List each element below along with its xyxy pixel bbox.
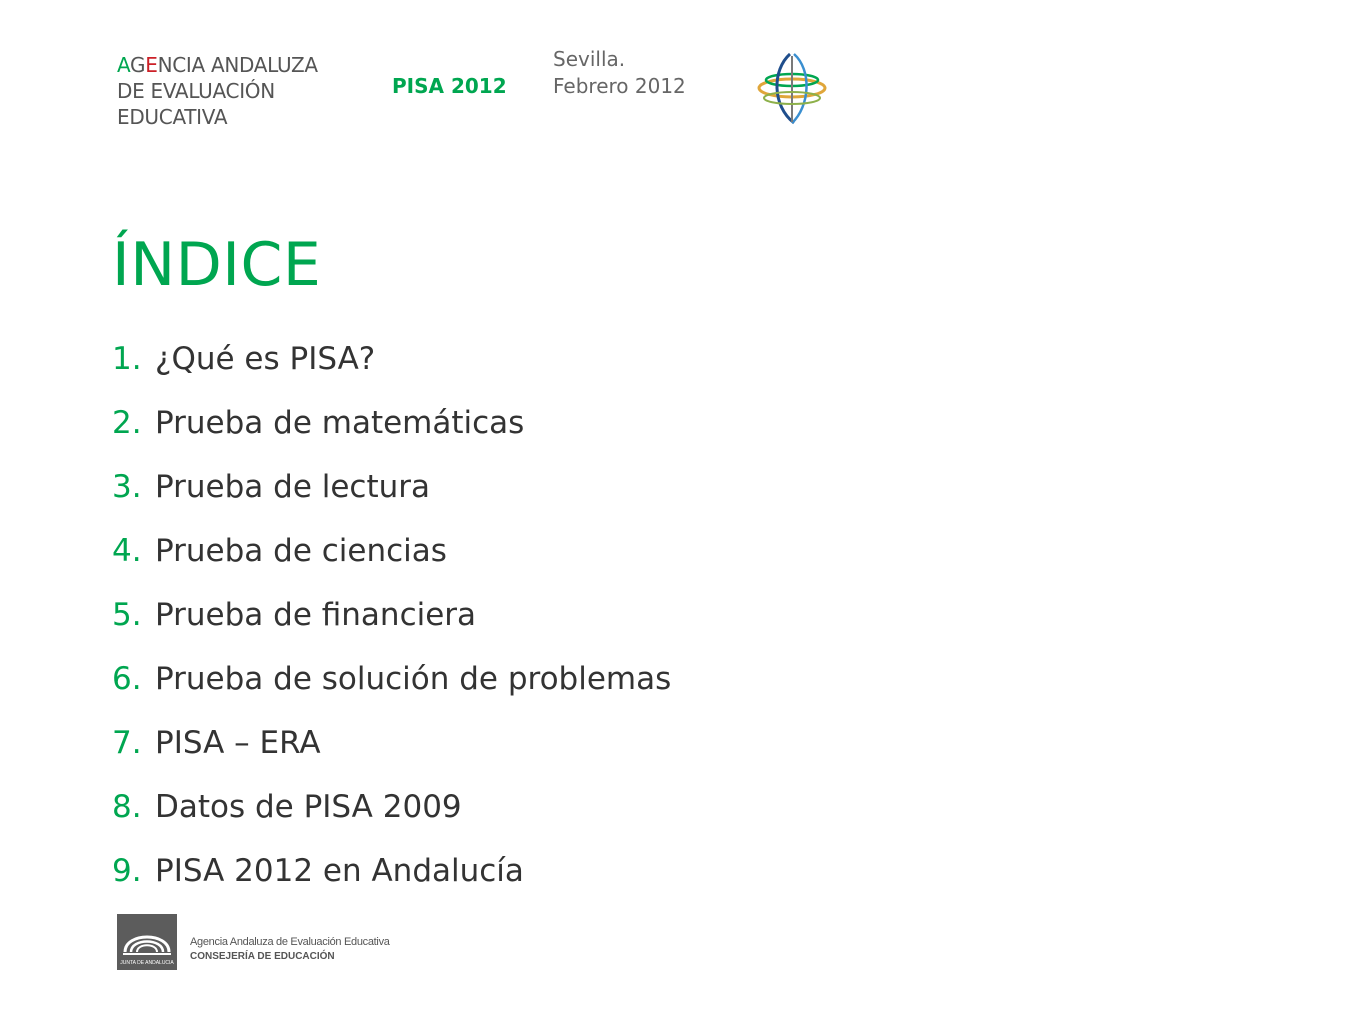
index-item: [112, 464, 671, 528]
index-item: [112, 400, 671, 464]
index-item: [112, 784, 671, 848]
footer-text: [190, 936, 390, 962]
index-item: [112, 336, 671, 400]
junta-andalucia-logo-icon: [117, 914, 177, 970]
index-item: [112, 656, 671, 720]
footer-agency-name: Agencia Andaluza de Evaluación Educativa: [190, 936, 390, 948]
index-text: PISA – ERA: [155, 725, 321, 761]
index-text: Datos de PISA 2009: [155, 789, 462, 825]
index-item: [112, 848, 671, 912]
index-text: Prueba de solución de problemas: [155, 661, 672, 697]
place-date: [553, 46, 686, 100]
index-item: [112, 720, 671, 784]
page-title: ÍNDICE: [112, 230, 322, 300]
agency-name-line3: EDUCATIVA: [117, 105, 228, 129]
index-number: 3.: [112, 469, 142, 505]
agency-name-line2: DE EVALUACIÓN: [117, 79, 275, 103]
index-number: 7.: [112, 725, 142, 761]
svg-text:JUNTA DE ANDALUCIA: JUNTA DE ANDALUCIA: [120, 960, 174, 966]
index-text: Prueba de lectura: [155, 469, 431, 505]
program-label: PISA 2012: [392, 74, 507, 98]
footer-ministry-name: CONSEJERÍA DE EDUCACIÓN: [190, 951, 335, 962]
index-number: 8.: [112, 789, 142, 825]
index-item: [112, 528, 671, 592]
index-number: 1.: [112, 341, 142, 377]
agency-name-line1: AGENCIA ANDALUZA: [117, 53, 318, 77]
index-number: 5.: [112, 597, 142, 633]
place-label: Sevilla.: [553, 47, 626, 71]
index-list: [112, 336, 671, 912]
index-text: Prueba de financiera: [155, 597, 477, 633]
index-number: 9.: [112, 853, 142, 889]
index-item: [112, 592, 671, 656]
date-label: Febrero 2012: [553, 74, 686, 98]
index-text: PISA 2012 en Andalucía: [155, 853, 524, 889]
index-text: ¿Qué es PISA?: [155, 341, 376, 377]
index-number: 2.: [112, 405, 142, 441]
index-number: 6.: [112, 661, 142, 697]
index-text: Prueba de matemáticas: [155, 405, 525, 441]
index-number: 4.: [112, 533, 142, 569]
agency-name: [117, 52, 318, 130]
index-text: Prueba de ciencias: [155, 533, 447, 569]
globe-icon: [754, 50, 830, 126]
